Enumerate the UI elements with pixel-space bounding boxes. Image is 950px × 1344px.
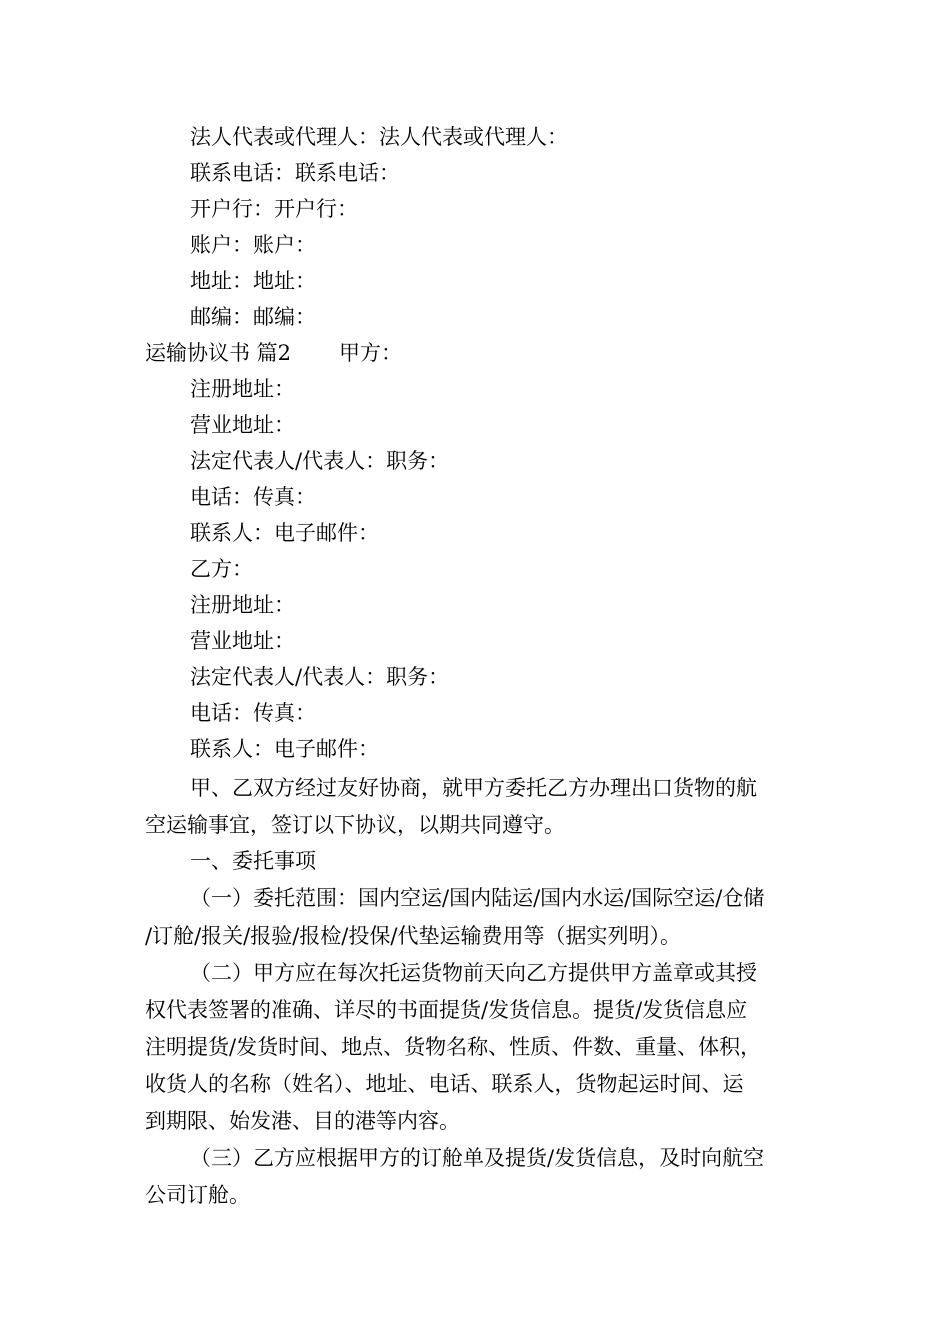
intro-paragraph-line-2: 空运输事宜，签订以下协议，以期共同遵守。 [145,813,565,837]
party-b-phone-fax: 电话：传真： [190,701,316,725]
party-a-contact-email: 联系人：电子邮件： [190,521,379,545]
text-line-phone: 联系电话：联系电话： [190,161,400,185]
section-heading [145,335,810,371]
party-b-label: 乙方： [190,557,253,581]
party-b-legal-representative: 法定代表人/代表人：职务： [190,665,450,689]
text-line-bank: 开户行：开户行： [190,197,358,221]
text-line-postcode: 邮编：邮编： [190,305,316,329]
party-b-business-address: 营业地址： [190,629,295,653]
text-line-legal-rep: 法人代表或代理人：法人代表或代理人： [190,125,568,149]
clause-1-3-line-1: （三）乙方应根据甲方的订舱单及提货/发货信息，及时向航空 [190,1146,765,1170]
clause-1-2-line-3: 注明提货/发货时间、地点、货物名称、性质、件数、重量、体积， [145,1035,762,1059]
intro-paragraph-line-1: 甲、乙双方经过友好协商，就甲方委托乙方办理出口货物的航 [190,776,757,800]
clause-1-1-line-2: /订舱/报关/报验/报检/投保/代垫运输费用等（据实列明）。 [145,924,681,948]
clause-1-1-line-1: （一）委托范围：国内空运/国内陆运/国内水运/国际空运/仓储 [190,886,765,910]
text-line-account: 账户：账户： [190,233,316,257]
clause-1-3-line-2: 公司订舱。 [145,1183,250,1207]
party-b-contact-email: 联系人：电子邮件： [190,737,379,761]
party-a-label: 甲方： [339,341,403,365]
party-a-legal-representative: 法定代表人/代表人：职务： [190,449,450,473]
party-a-registered-address: 注册地址： [190,377,295,401]
party-a-phone-fax: 电话：传真： [190,485,316,509]
clause-1-title: 一、委托事项 [190,849,316,873]
clause-1-2-line-2: 权代表签署的准确、详尽的书面提货/发货信息。提货/发货信息应 [145,998,748,1022]
party-a-business-address: 营业地址： [190,413,295,437]
party-b-registered-address: 注册地址： [190,593,295,617]
clause-1-2-line-1: （二）甲方应在每次托运货物前天向乙方提供甲方盖章或其授 [190,961,757,985]
clause-1-2-line-4: 收货人的名称（姓名）、地址、电话、联系人，货物起运时间、运 [145,1072,744,1096]
section-title: 运输协议书 篇2 [145,341,292,365]
clause-1-2-line-5: 到期限、始发港、目的港等内容。 [145,1109,460,1133]
text-line-address: 地址：地址： [190,269,316,293]
